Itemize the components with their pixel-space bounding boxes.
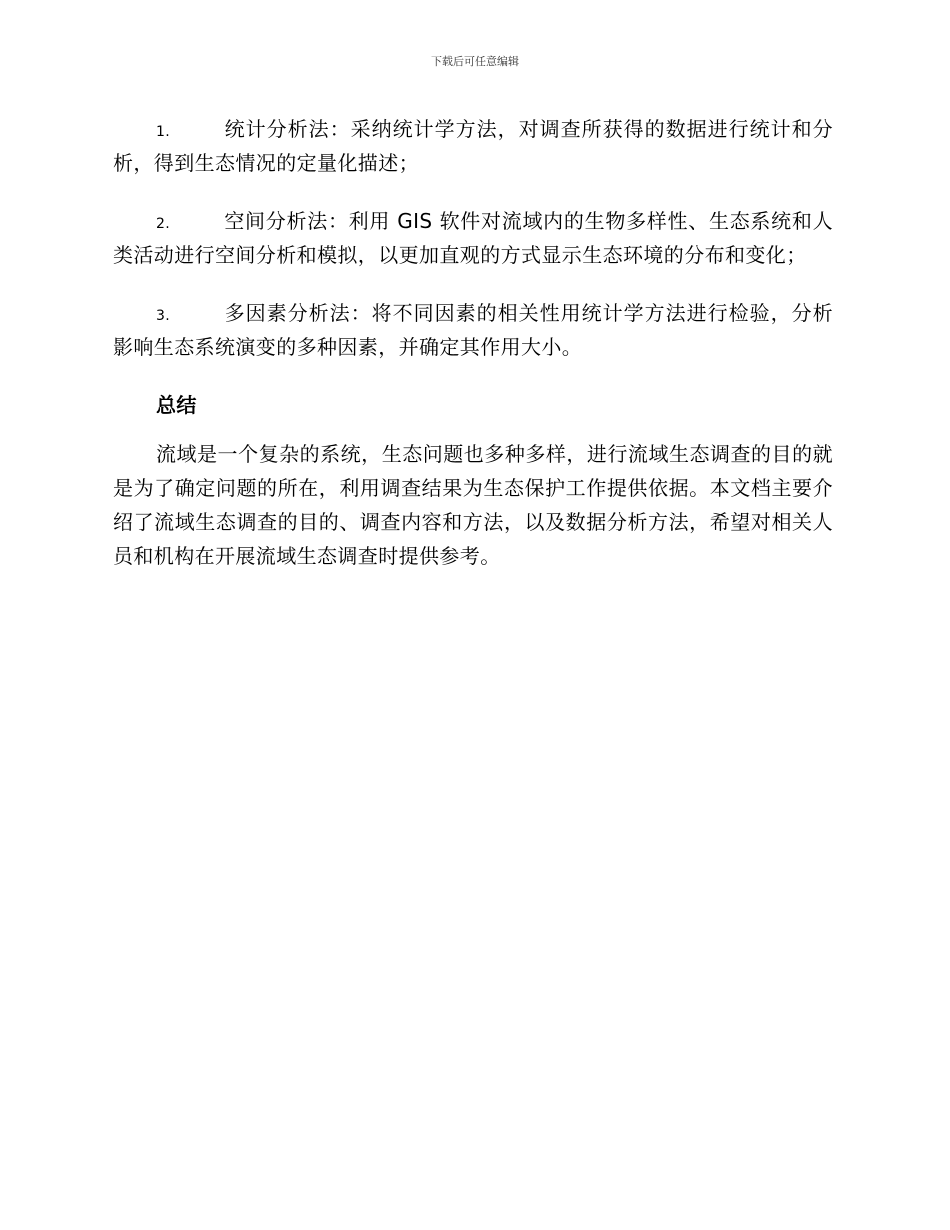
page-header: 下载后可任意编辑: [431, 55, 519, 68]
summary-paragraph: 流域是一个复杂的系统，生态问题也多种多样，进行流域生态调查的目的就是为了确定问题的所在，利用调查结果为生态保护工作提供依据。本文档主要介绍了流域生态调查的目的、调查内容和方法，以及数据分析方法，希望对相关人员和机构在开展流域生态调查时提供参考。: [113, 442, 833, 568]
list-item: [113, 114, 833, 179]
list-item-text: 统计分析法：采纳统计学方法，对调查所获得的数据进行统计和分析，得到生态情况的定量化描述；: [113, 117, 833, 175]
list-item-text: 空间分析法：利用 GIS 软件对流域内的生物多样性、生态系统和人类活动进行空间分析和模拟，以更加直观的方式显示生态环境的分布和变化；: [113, 209, 833, 267]
list-item-number: 2.: [156, 216, 171, 232]
document-body: [113, 114, 833, 573]
list-item-number: 3.: [156, 308, 171, 324]
list-item-number: 1.: [156, 124, 171, 140]
list-item-text: 多因素分析法：将不同因素的相关性用统计学方法进行检验，分析影响生态系统演变的多种因素，并确定其作用大小。: [113, 301, 833, 359]
list-item: [113, 206, 833, 271]
summary-heading: 总结: [156, 393, 197, 417]
list-item: [113, 298, 833, 363]
